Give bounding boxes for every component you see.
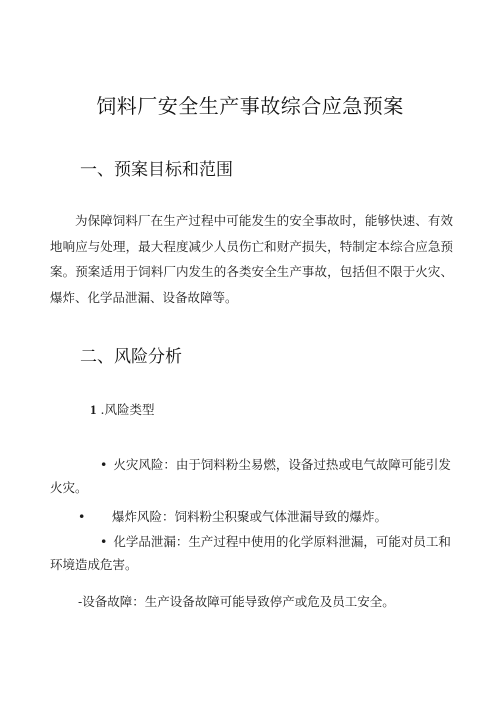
- list-item-equipment-failure: [78, 590, 453, 613]
- subsection-label: .风险类型: [100, 402, 155, 417]
- list-item-text: -设备故障：生产设备故障可能导致停产或危及员工安全。: [78, 594, 395, 609]
- section-paragraph-scope: 为保障饲料厂在生产过程中可能发生的安全事故时，能够快速、有效地响应与处理，最大程度减少人员伤亡和财产损失，特制定本综合应急预案。预案适用于饲料厂内发生的各类安全生产事故，包括但不限于火灾、爆炸、化学品泄漏、设备故障等。: [50, 213, 453, 305]
- section-heading-scope: 一、预案目标和范围: [80, 160, 233, 180]
- bullet-icon: •: [100, 534, 108, 549]
- list-item-text: 爆炸风险：饲料粉尘积聚或气体泄漏导致的爆炸。: [112, 509, 388, 524]
- list-item-text: 火灾风险：由于饲料粉尘易燃，设备过热或电气故障可能引发火灾。: [50, 457, 451, 495]
- subsection-heading-risk-types: [90, 400, 154, 420]
- list-item-text: 化学品泄漏：生产过程中使用的化学原料泄漏，可能对员工和环境造成危害。: [50, 534, 451, 572]
- section-heading-risk-analysis: 二、风险分析: [80, 347, 182, 367]
- bullet-icon: •: [78, 509, 86, 524]
- list-item-fire-risk: [50, 453, 453, 499]
- document-title: 饲料厂安全生产事故综合应急预案: [96, 94, 404, 118]
- subsection-number: 1: [90, 402, 97, 417]
- bullet-icon: •: [100, 457, 108, 472]
- list-item-explosion-risk: [78, 505, 453, 528]
- list-item-chemical-leak: [50, 530, 453, 576]
